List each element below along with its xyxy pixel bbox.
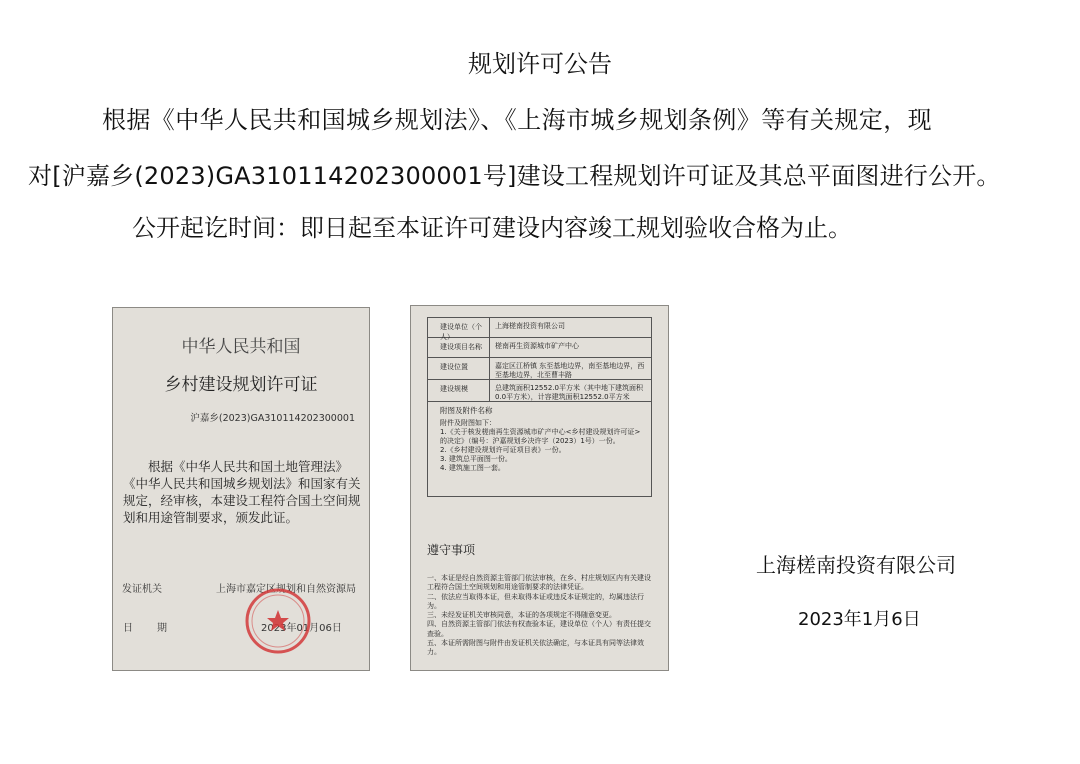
table-row: [428, 380, 651, 402]
list-item: 五、本证所需附图与附件由发证机关依法确定，与本证具有同等法律效力。: [427, 639, 644, 657]
list-item: 3. 建筑总平面图一份。: [440, 455, 512, 463]
certificate-number: 沪嘉乡(2023)GA310114202300001: [190, 413, 355, 424]
paragraph-1: 根据《中华人民共和国城乡规划法》、《上海市城乡规划条例》等有关规定，现: [102, 106, 932, 134]
row-label: 建设项目名称: [428, 338, 490, 357]
list-item: 4. 建筑施工图一套。: [440, 464, 505, 472]
certificate-country: 中华人民共和国: [181, 337, 301, 357]
row-value: 总建筑面积12552.0平方米（其中地下建筑面积0.0平方米），计容建筑面积12552.0平方米: [495, 384, 643, 401]
rules-list: [427, 574, 657, 658]
rules-title: 遵守事项: [427, 543, 476, 557]
row-label: 建设规模: [428, 380, 490, 401]
official-seal-icon: [243, 586, 313, 656]
list-item: 二、依法应当取得本证，但未取得本证或违反本证规定的，均属违法行为。: [427, 592, 644, 610]
list-item: 三、未经发证机关审核同意，本证的各项规定不得随意变更。: [427, 611, 616, 620]
list-item: 四、自然资源主管部门依法有权查验本证，建设单位（个人）有责任提交查验。: [427, 620, 651, 638]
row-label: 建设单位（个人）: [428, 318, 490, 337]
certificate-attachment: [410, 305, 669, 671]
list-item: 附件及附图如下：: [440, 419, 496, 427]
certificate-body: 根据《中华人民共和国土地管理法》《中华人民共和国城乡规划法》和国家有关规定，经审核，本建设工程符合国土空间规划和用途管制要求，颁发此证。: [123, 459, 361, 525]
table-row: [428, 338, 651, 358]
date-label: 日 期: [123, 623, 174, 634]
table-row: [428, 318, 651, 341]
attachment-list: [440, 406, 645, 473]
project-info-table: [427, 317, 652, 497]
certificate-title: 乡村建设规划许可证: [164, 375, 318, 395]
list-item: 一、本证是经自然资源主管部门依法审核，在乡、村庄规划区内有关建设工程符合国土空间规划和用途管制要求的法律凭证。: [427, 574, 651, 592]
signature-company: 上海槎南投资有限公司: [756, 553, 956, 577]
issuer-name: 上海市嘉定区规划和自然资源局: [216, 584, 356, 595]
list-item: 2.《乡村建设规划许可证项目表》一份。: [440, 446, 566, 454]
paragraph-2: 对[沪嘉乡(2023)GA310114202300001号]建设工程规划许可证及其总平面图进行公开。: [28, 162, 1001, 190]
row-label: 建设位置: [428, 358, 490, 379]
certificate-front: [112, 307, 370, 671]
certificate-date: 2023年01月06日: [261, 623, 342, 634]
row-value: 上海槎南投资有限公司: [495, 322, 565, 330]
table-row: [428, 358, 651, 380]
row-value: 嘉定区江桥镇 东至基地边界，南至基地边界，西至基地边界，北至曹丰路: [495, 362, 645, 379]
row-value: 槎南再生资源城市矿产中心: [495, 342, 579, 350]
paragraph-3: 公开起讫时间：即日起至本证许可建设内容竣工规划验收合格为止。: [132, 214, 852, 242]
notice-title: 规划许可公告: [468, 50, 612, 78]
attachment-heading: 附图及附件名称: [440, 406, 493, 415]
list-item: 1.《关于核发槎南再生资源城市矿产中心<乡村建设规划许可证>的决定》（编号：沪嘉规划乡决许字（2023）1号）一份。: [440, 428, 641, 445]
signature-date: 2023年1月6日: [798, 609, 921, 630]
issuer-label: 发证机关: [122, 584, 162, 595]
